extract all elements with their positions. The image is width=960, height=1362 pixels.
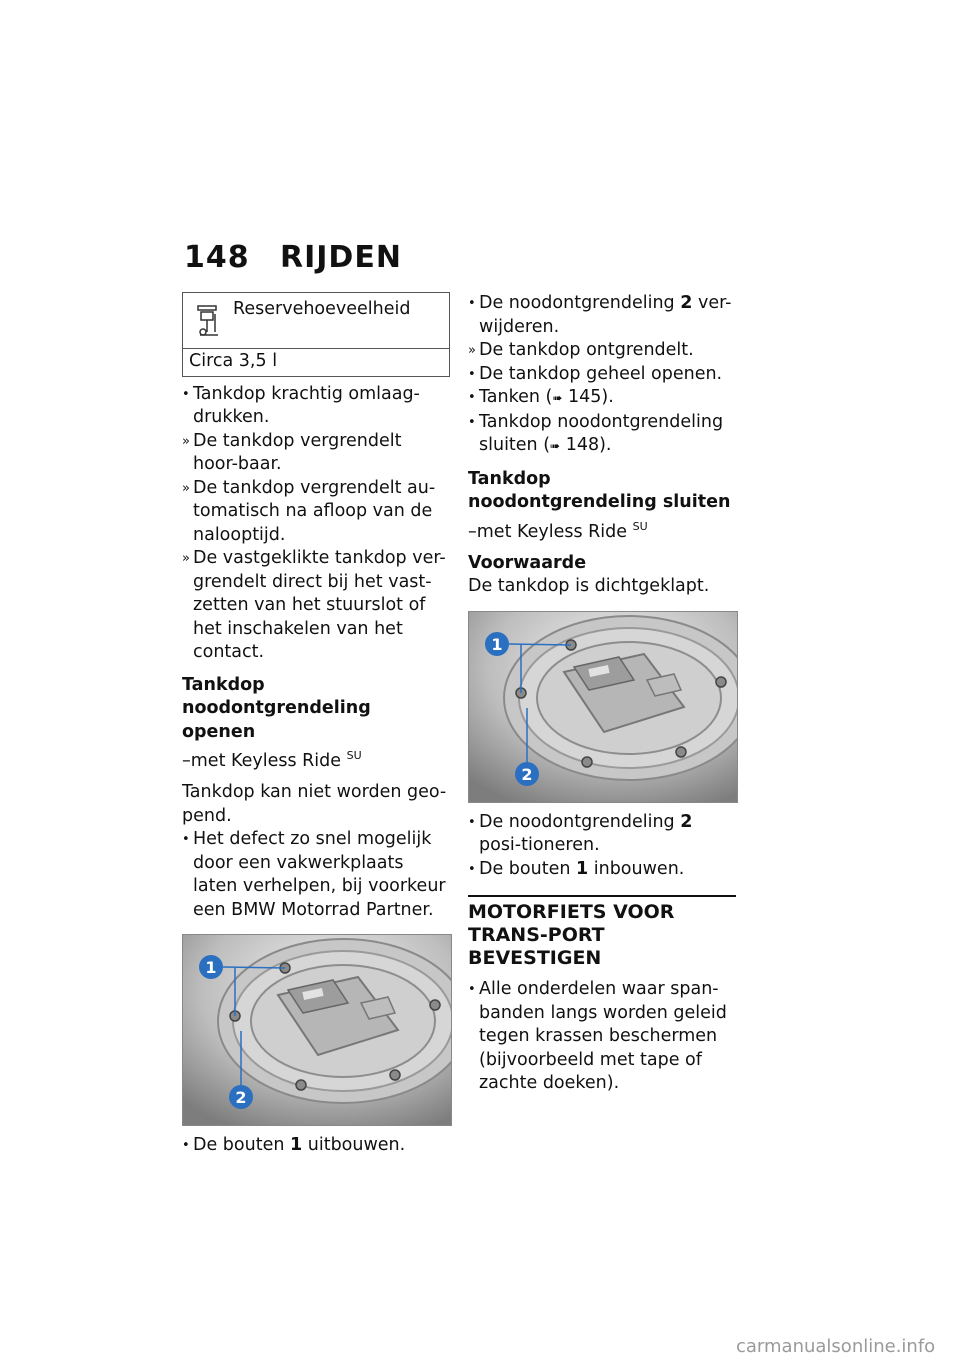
fuel-cap-illustration xyxy=(469,612,737,802)
condition-title: Voorwaarde xyxy=(468,552,587,573)
fuel-pump-icon xyxy=(197,305,223,337)
fuel-cap-figure xyxy=(468,611,738,803)
bullet-mark: • xyxy=(182,386,190,402)
list-item: • Tankdop noodontgrendeling sluiten (➠ 148). xyxy=(468,411,724,455)
result-mark: » xyxy=(182,480,190,496)
list-item: • De bouten 1 inbouwen. xyxy=(468,858,736,882)
list-item xyxy=(182,383,450,430)
callout-label: 2 xyxy=(235,1088,247,1108)
spec-label: Reservehoeveelheid xyxy=(233,299,411,319)
step-text: De vastgeklikte tankdop ver-grendelt direct bij het vast-zetten van het stuurslot of het inschakelen van het contact. xyxy=(193,548,446,662)
result-mark: » xyxy=(182,433,190,449)
list-item: • De noodontgrendeling 2 posi-tioneren. xyxy=(468,811,693,856)
bullet-mark: • xyxy=(468,982,476,998)
bullet-mark: • xyxy=(182,1138,190,1154)
left-column xyxy=(182,292,450,1158)
page-ref-arrow-icon: ➠ xyxy=(552,391,563,405)
su-superscript: SU xyxy=(632,519,648,533)
spec-value: Circa 3,5 l xyxy=(189,351,278,371)
part-number: 1 xyxy=(576,858,589,879)
condition-text: De tankdop is dichtgeklapt. xyxy=(468,576,710,597)
part-number: 2 xyxy=(680,811,693,832)
list-item: • De noodontgrendeling 2 ver-wijderen. xyxy=(468,293,732,337)
list-item xyxy=(182,828,450,922)
section-subtitle: –met Keyless Ride $^{SU}$ xyxy=(182,749,362,771)
section-title: Tankdop noodontgrendeling sluiten xyxy=(468,468,731,512)
callout-label: 1 xyxy=(205,958,217,978)
page-reference[interactable]: 145 xyxy=(568,387,602,407)
bullet-mark: • xyxy=(468,390,476,405)
bullet-mark: • xyxy=(468,814,476,830)
result-mark: » xyxy=(468,343,476,358)
step-text: Tankdop krachtig omlaag-drukken. xyxy=(193,383,420,427)
list-item xyxy=(182,547,450,665)
list-item: • Tanken (➠ 145). xyxy=(468,386,736,411)
result-mark: » xyxy=(182,551,190,566)
fuel-cap-figure xyxy=(182,934,452,1126)
su-superscript: SU xyxy=(346,749,362,762)
list-item xyxy=(182,477,450,548)
right-column xyxy=(468,292,736,1096)
spec-header xyxy=(183,293,449,349)
step-text: De tankdop vergrendelt hoor-baar. xyxy=(193,430,402,474)
list-item: • Alle onderdelen waar span-banden langs worden geleid tegen krassen beschermen (bijvoorbeeld met tape of zachte doeken). xyxy=(468,979,727,1094)
bullet-mark: • xyxy=(468,366,476,382)
section-title: Tankdop noodontgrendeling openen xyxy=(182,674,371,742)
bullet-mark: • xyxy=(468,296,476,311)
bullet-mark: • xyxy=(468,414,476,430)
fuel-cap-illustration xyxy=(183,935,451,1125)
section-subtitle: –met Keyless Ride $^{SU}$ xyxy=(468,519,648,542)
part-number: 2 xyxy=(680,293,693,313)
page-reference[interactable]: 148 xyxy=(565,435,600,455)
step-text: De tankdop vergrendelt au-tomatisch na afloop van de nalooptijd. xyxy=(193,477,436,545)
list-item xyxy=(182,430,450,477)
section-heading: MOTORFIETS VOOR TRANS-PORT BEVESTIGEN xyxy=(468,895,736,970)
list-item: • De tankdop geheel openen. xyxy=(468,363,736,387)
chapter-title: RIJDEN xyxy=(280,240,402,275)
callout-label: 1 xyxy=(491,634,503,654)
part-number: 1 xyxy=(290,1135,303,1156)
step-text: Het defect zo snel mogelijk door een vakwerkplaats laten verhelpen, bij voorkeur een BMW Motorrad Partner. xyxy=(193,829,446,920)
page-header xyxy=(184,240,402,275)
callout-label: 2 xyxy=(521,764,533,784)
list-item: • De bouten 1 uitbouwen. xyxy=(182,1134,450,1158)
bullet-mark: • xyxy=(468,861,476,877)
page-number: 148 xyxy=(184,240,250,275)
page-ref-arrow-icon: ➠ xyxy=(550,439,561,453)
bullet-mark: • xyxy=(182,832,190,848)
watermark: carmanualsonline.info xyxy=(736,1336,936,1357)
list-item: » De tankdop ontgrendelt. xyxy=(468,339,736,363)
paragraph: Tankdop kan niet worden geo-pend. xyxy=(182,782,447,826)
spec-table xyxy=(182,292,450,377)
